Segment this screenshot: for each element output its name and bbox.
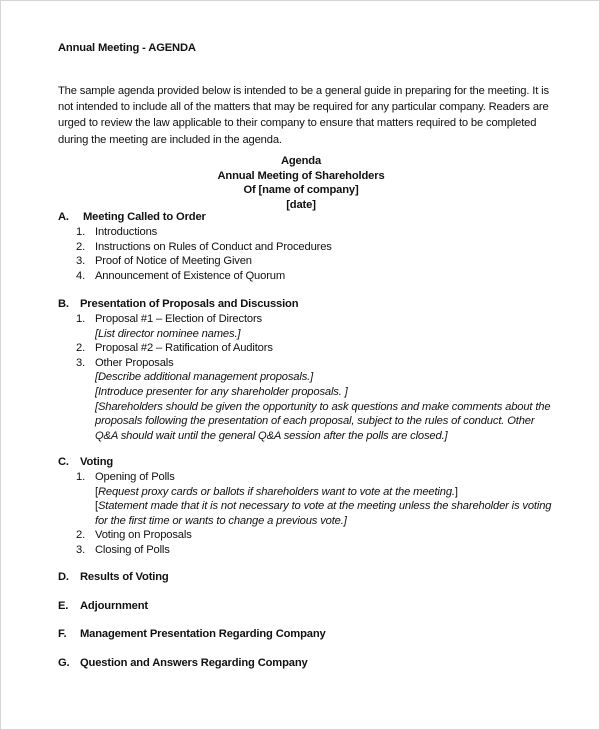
section-letter: A. [58,211,69,223]
note-text: Statement made that it is not necessary to vote at the meeting unless the shareholder is voting [97,500,552,513]
list-item [58,528,551,543]
item-text: Other Proposals [95,356,174,369]
section-title: Management Presentation Regarding Company [80,628,326,640]
item-number: 1. [76,226,86,238]
agenda-heading-line: Annual Meeting of Shareholders [217,169,385,182]
item-number: 3. [76,356,86,369]
note-text: Request proxy cards or ballots if shareholders want to vote at the meeting. [97,485,455,498]
section-letter: G. [58,657,70,669]
bracket: [ [95,485,98,498]
section-letter: B. [58,298,69,310]
item-note [58,485,551,500]
item-number: 2. [76,342,86,355]
section-heading [58,599,148,614]
item-text: Voting on Proposals [95,529,192,542]
list-item [58,543,551,558]
agenda-heading [1,154,600,212]
section-heading [58,627,326,642]
bracket: ] [454,485,458,498]
intro-line: during the meeting are included in the agenda. [58,133,282,146]
section-letter: D. [58,571,69,583]
item-note: [Introduce presenter for any shareholder proposals. ] [95,385,348,398]
item-number: 1. [76,471,86,483]
section-title: Presentation of Proposals and Discussion [80,298,299,310]
item-note: [Describe additional management proposals.] [95,371,314,384]
item-number: 2. [76,529,86,542]
section-heading [58,656,308,671]
item-text: Closing of Polls [95,543,170,556]
section-title: Voting [80,456,114,468]
list-item [58,240,332,255]
agenda-heading-line: Of [name of company] [243,184,359,197]
item-note: [List director nominee names.] [95,327,241,340]
item-number: 1. [76,313,86,325]
section-heading [58,297,550,312]
item-number: 3. [76,543,86,556]
section-b [58,297,550,443]
intro-line: not intended to include all of the matters that may be required for any particular company. Readers are [58,101,549,114]
section-title: Meeting Called to Order [83,211,206,223]
item-text: Proposal #2 – Ratification of Auditors [95,342,273,355]
section-c [58,455,551,558]
item-text: Instructions on Rules of Conduct and Procedures [95,240,332,253]
section-f [58,627,326,642]
item-text: Announcement of Existence of Quorum [95,269,286,282]
item-note: [Shareholders should be given the opportunity to ask questions and make comments about the [95,400,551,413]
section-d [58,570,169,585]
item-number: 3. [76,255,86,268]
list-item [58,312,550,327]
document-title: Annual Meeting - AGENDA [58,42,196,54]
item-text: Proposal #1 – Election of Directors [95,313,262,325]
item-note: proposals following the presentation of each proposal, subject to the rules of conduct. Other [95,415,535,428]
item-note: for the first time or wants to change a previous vote.] [95,514,347,527]
list-item [58,341,550,356]
bracket: [ [95,500,98,513]
section-title: Results of Voting [80,571,169,583]
item-text: Proof of Notice of Meeting Given [95,255,252,268]
item-number: 4. [76,269,86,282]
section-title: Adjournment [80,600,148,612]
item-text: Opening of Polls [95,471,175,483]
list-item [58,254,332,269]
section-a [58,210,332,283]
section-heading [58,455,551,470]
list-item [58,269,332,284]
intro-paragraph [58,83,558,148]
list-item [58,356,550,371]
section-title: Question and Answers Regarding Company [80,657,308,669]
item-text: Introductions [95,226,158,238]
item-note [58,499,551,514]
intro-line: urged to review the law applicable to their company to ensure that matters required to be completed [58,117,537,130]
section-letter: F. [58,628,67,640]
list-item [58,470,551,485]
agenda-heading-line: Agenda [280,155,322,167]
section-letter: C. [58,456,69,468]
section-heading [58,210,332,225]
agenda-heading-line: [date] [286,198,316,211]
item-note: Q&A should wait until the general Q&A session after the polls are closed.] [95,429,448,442]
item-number: 2. [76,240,86,253]
section-e [58,599,148,614]
list-item [58,225,332,240]
section-heading [58,570,169,585]
section-g [58,656,308,671]
intro-line: The sample agenda provided below is intended to be a general guide in preparing for the meeting. It is [58,85,549,97]
section-letter: E. [58,600,69,612]
